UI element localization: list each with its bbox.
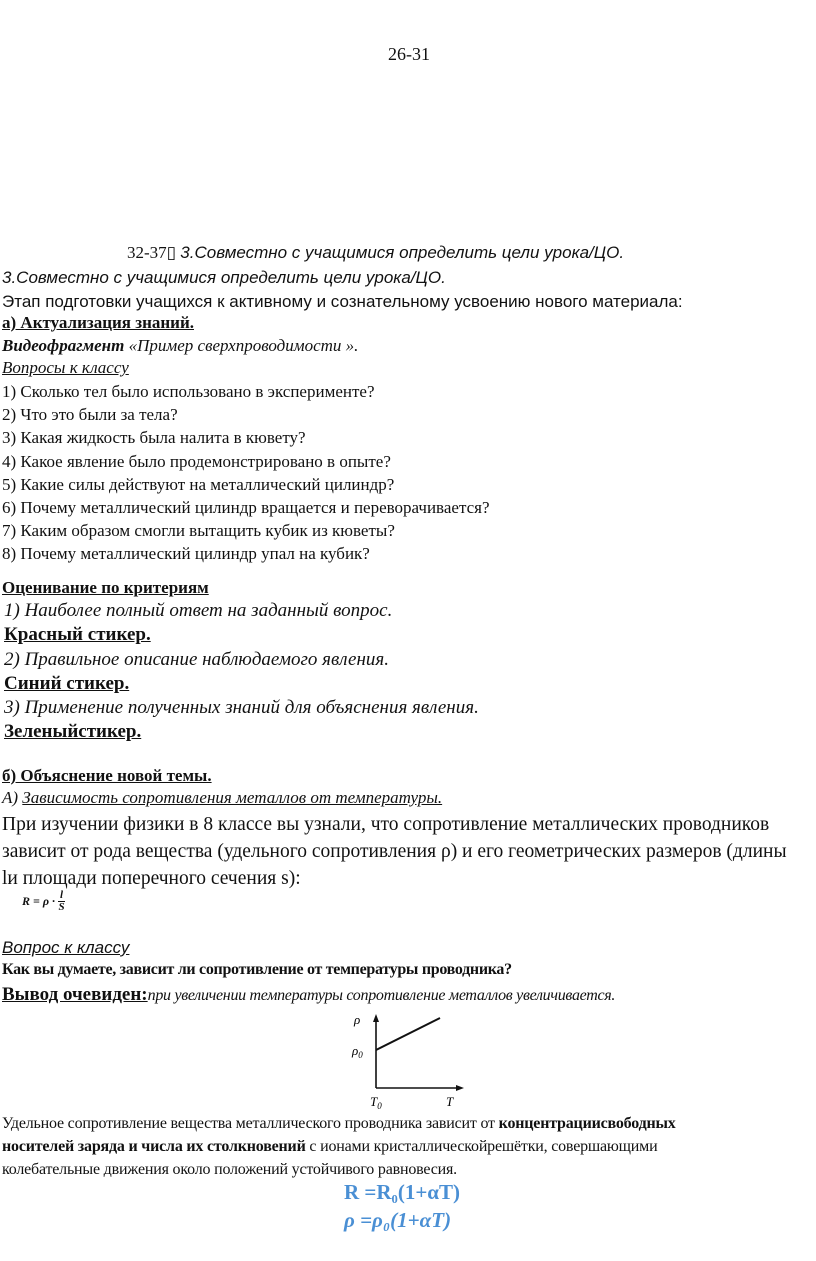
resistivity-temperature-graph xyxy=(340,1008,470,1114)
text-run: Удельное сопротивление вещества металлического проводника зависит от xyxy=(2,1115,499,1132)
x0-symbol: T xyxy=(370,1094,378,1109)
paragraph-line xyxy=(2,1135,676,1158)
question-label: Вопрос к классу xyxy=(2,938,130,957)
goal-text: 3.Совместно с учащимися определить цели урока/ЦО. xyxy=(180,243,625,262)
resistance-formula xyxy=(22,890,65,913)
video-label: Видеофрагмент xyxy=(2,336,125,355)
x-axis-label: T xyxy=(446,1094,454,1109)
conclusion-text: при увеличении температуры сопротивление металлов увеличивается. xyxy=(147,987,616,1004)
y0-label xyxy=(351,1043,363,1060)
subheading-prefix: А) xyxy=(2,788,19,807)
paragraph-line: При изучении физики в 8 классе вы узнали, что сопротивление металлических проводников xyxy=(2,814,770,835)
list-item: 6) Почему металлический цилиндр вращается и переворачивается? xyxy=(2,498,490,518)
sticker-blue: Синий стикер. xyxy=(4,673,130,694)
criteria-heading: Оценивание по критериям xyxy=(2,578,209,597)
list-item: 7) Каким образом смогли вытащить кубик из кюветы? xyxy=(2,521,395,541)
text-run-bold: концентрациисвободных xyxy=(498,1115,676,1132)
y0-subscript: 0 xyxy=(358,1050,363,1060)
explanation-paragraph xyxy=(2,1112,676,1181)
missing-glyph: ▯ xyxy=(166,243,177,262)
sticker-red: Красный стикер. xyxy=(4,624,151,645)
intro-paragraph xyxy=(2,811,787,892)
criterion-1: 1) Наиболее полный ответ на заданный вопрос. xyxy=(4,600,393,621)
dependence-line xyxy=(376,1018,440,1050)
questions-heading: Вопросы к классу xyxy=(2,358,129,377)
sticker-green: Зеленыйстикер. xyxy=(4,721,142,742)
conclusion-label: Вывод очевиден: xyxy=(2,984,148,1005)
paragraph-line xyxy=(2,1112,676,1135)
list-item: 2) Что это были за тела? xyxy=(2,405,178,425)
text-run-bold: носителей заряда и числа их столкновений xyxy=(2,1138,306,1155)
criterion-3: 3) Применение полученных знаний для объяснения явления. xyxy=(4,697,479,718)
video-text: «Пример сверхпроводимости ». xyxy=(128,336,359,355)
stage-line: Этап подготовки учащихся к активному и сознательному усвоению нового материала: xyxy=(2,292,683,311)
list-item: 3) Какая жидкость была налита в кювету? xyxy=(2,428,306,448)
formula-denominator: S xyxy=(58,901,65,913)
section-a-heading: а) Актуализация знаний. xyxy=(2,313,194,332)
slide-reference: 32-37 xyxy=(127,243,167,262)
criterion-2: 2) Правильное описание наблюдаемого явления. xyxy=(4,649,389,670)
text-run: с ионами кристаллическойрешётки, совершающими xyxy=(305,1138,658,1155)
section-b-subheading xyxy=(2,788,442,808)
resistivity-temperature-formula: ρ =ρ₀(1+αT) xyxy=(344,1208,452,1232)
paragraph-line: колебательные движения около положений устойчивого равновесия. xyxy=(2,1161,457,1178)
paragraph-line: зависит от рода вещества (удельного сопротивления ρ) и его геометрических размеров (длины xyxy=(2,841,787,862)
question-list xyxy=(2,380,490,566)
y-axis-arrow xyxy=(373,1014,379,1022)
list-item: 1) Сколько тел было использовано в эксперименте? xyxy=(2,382,375,401)
section-b-heading: б) Объяснение новой темы. xyxy=(2,766,212,785)
conclusion-line xyxy=(2,984,615,1006)
graph-svg xyxy=(340,1008,470,1114)
x-axis-arrow xyxy=(456,1085,464,1091)
formula-numerator: l xyxy=(60,889,64,901)
x0-subscript: 0 xyxy=(377,1101,382,1111)
formula-fraction xyxy=(58,890,65,913)
video-line xyxy=(2,336,358,356)
y0-symbol: ρ xyxy=(352,1043,359,1058)
page-number: 26-31 xyxy=(388,44,430,64)
list-item: 8) Почему металлический цилиндр упал на кубик? xyxy=(2,544,370,564)
list-item: 4) Какое явление было продемонстрировано в опыте? xyxy=(2,451,391,471)
y-axis-label: ρ xyxy=(354,1012,361,1027)
class-question: Как вы думаете, зависит ли сопротивление от температуры проводника? xyxy=(2,961,512,978)
list-item: 5) Какие силы действуют на металлический цилиндр? xyxy=(2,474,395,494)
goal-line xyxy=(127,243,624,263)
subheading-text: Зависимость сопротивления металлов от температуры. xyxy=(22,788,443,807)
paragraph-line: lи площади поперечного сечения s): xyxy=(2,868,301,889)
resistance-temperature-formula: R =R₀(1+αT) xyxy=(344,1180,461,1204)
formula-lhs: R = ρ · xyxy=(22,894,56,908)
goal-line-repeat: 3.Совместно с учащимися определить цели урока/ЦО. xyxy=(2,268,446,287)
x0-label xyxy=(370,1094,382,1111)
